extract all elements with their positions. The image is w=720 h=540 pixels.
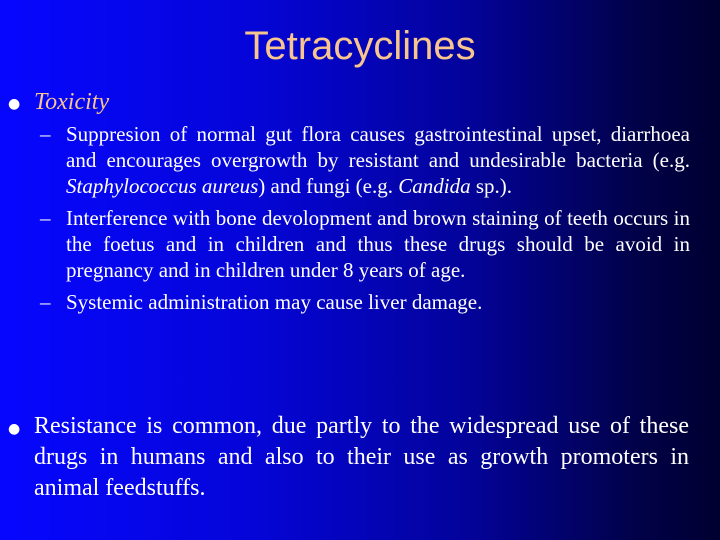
toxicity-list bbox=[40, 121, 690, 315]
dash-icon: – bbox=[40, 122, 51, 146]
resistance-text: Resistance is common, due partly to the widespread use of these drugs in humans and also to their use as growth promoters in animal feedstuffs. bbox=[34, 413, 689, 501]
slide-title: Tetracyclines bbox=[244, 24, 476, 68]
list-item bbox=[40, 205, 690, 283]
bullet-icon: ● bbox=[8, 96, 21, 112]
species-name: Staphylococcus aureus bbox=[66, 174, 259, 198]
dash-icon: – bbox=[40, 206, 51, 230]
bullet-icon: ● bbox=[8, 421, 21, 437]
toxicity-heading: Toxicity bbox=[34, 89, 110, 115]
list-item-text: Suppresion of normal gut flora causes gastrointestinal upset, diarrhoea and encourages overgrowth by resistant and undesirable bacteria (e.g. Staphylococcus aureus) and fungi (e.g. Candida sp.). bbox=[66, 122, 690, 198]
list-item-text: Systemic administration may cause liver damage. bbox=[66, 290, 483, 314]
list-item bbox=[40, 121, 690, 199]
list-item bbox=[40, 289, 690, 315]
list-item-text: Interference with bone devolopment and brown staining of teeth occurs in the foetus and in children and thus these drugs should be avoid in pregnancy and in children under 8 years of age. bbox=[66, 206, 690, 282]
genus-name: Candida bbox=[398, 174, 471, 198]
dash-icon: – bbox=[40, 290, 51, 314]
